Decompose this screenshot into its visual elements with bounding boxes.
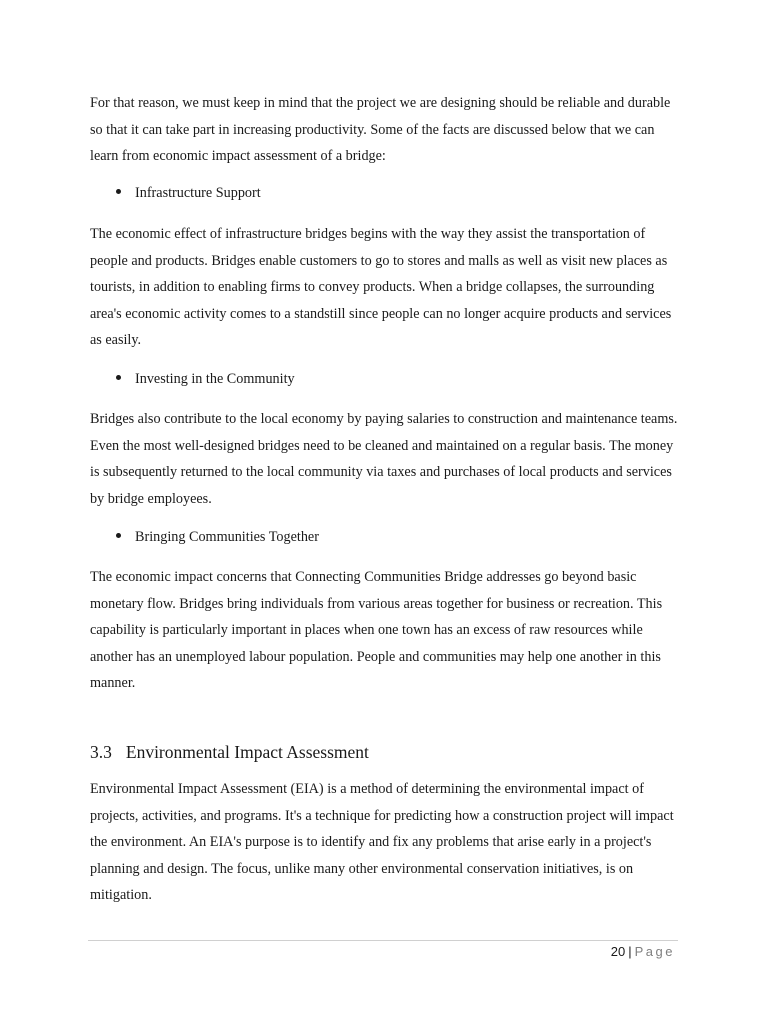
bullet-infrastructure-support [116, 183, 261, 203]
intro-paragraph: For that reason, we must keep in mind that the project we are designing should be reliable and durable so that it can take part in increasing productivity. Some of the facts are discussed below that we can learn from economic impact assessment of a bridge: [90, 95, 671, 164]
communities-paragraph: The economic impact concerns that Connecting Communities Bridge addresses go beyond basic monetary flow. Bridges bring individuals from various areas together for business or recreation. This capability is particularly important in places when one town has an excess of raw resources while another has an unemployed labour population. People and communities may help one another in this manner. [90, 569, 663, 691]
page-word: Page [634, 944, 675, 959]
bullet-investing-community [116, 369, 295, 389]
bullet-dot-icon [116, 375, 121, 380]
footer-separator: | [628, 944, 632, 959]
section-heading [90, 741, 369, 763]
investing-paragraph: Bridges also contribute to the local economy by paying salaries to construction and maintenance teams. Even the most well-designed bridges need to be cleaned and maintained on a regular basis. The money is subsequently returned to the local community via taxes and purchases of local products and services by bridge employees. [90, 411, 678, 507]
page-number: 20 [610, 944, 626, 959]
bullet-bringing-communities [116, 527, 319, 547]
page-footer [611, 943, 675, 961]
bullet-dot-icon [116, 533, 121, 538]
infrastructure-paragraph: The economic effect of infrastructure bridges begins with the way they assist the transportation of people and products. Bridges enable customers to go to stores and malls as well as visit new places as tourists, in addition to enabling firms to convey products. When a bridge collapses, the surrounding area's economic activity comes to a standstill since people can no longer acquire products and services as easily. [90, 226, 672, 348]
section-number: 3.3 [90, 742, 112, 762]
bullet-label: Infrastructure Support [135, 185, 261, 201]
bullet-label: Investing in the Community [135, 371, 295, 387]
footer-divider [88, 940, 678, 941]
section-title: Environmental Impact Assessment [125, 742, 369, 762]
bullet-label: Bringing Communities Together [135, 529, 319, 545]
eia-paragraph: Environmental Impact Assessment (EIA) is a method of determining the environmental impact of projects, activities, and programs. It's a technique for predicting how a construction project will impact the environment. An EIA's purpose is to identify and fix any problems that arise early in a project's planning and design. The focus, unlike many other environmental conservation initiatives, is on mitigation. [90, 781, 674, 903]
bullet-dot-icon [116, 189, 121, 194]
